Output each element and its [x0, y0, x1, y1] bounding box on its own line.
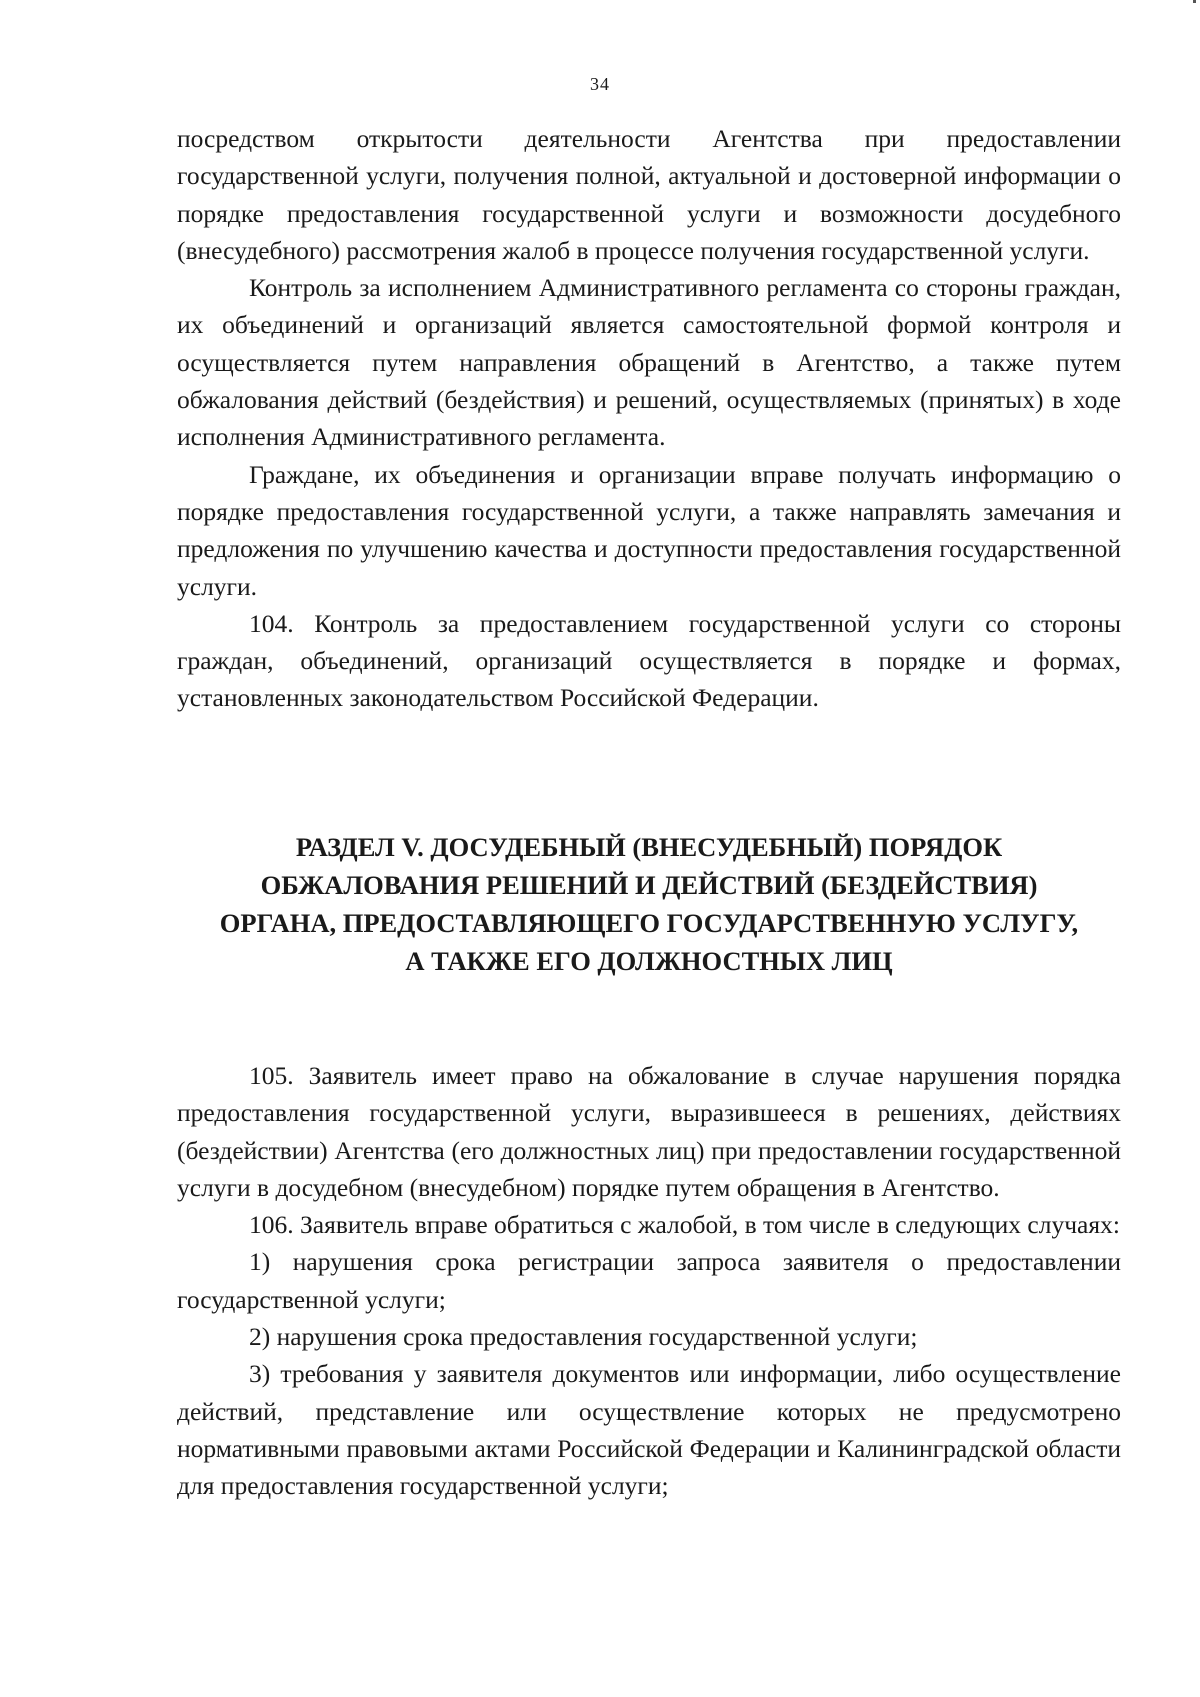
top-text-block [177, 120, 1121, 717]
list-item: 3) требования у заявителя документов или информации, либо осуществление действий, представление или осуществление которых не предусмотрено нормативными правовыми актами Российской Федерации и Калининградской области для предоставления государственной услуги; [177, 1359, 1121, 1501]
list-item: 1) нарушения срока регистрации запроса заявителя о предоставлении государственной услуги; [177, 1247, 1121, 1314]
paragraph-104: 104. Контроль за предоставлением государственной услуги со стороны граждан, объединений, организаций осуществляется в порядке и формах, установленных законодательством Российской Федерации. [177, 608, 1121, 713]
section-heading-line: РАЗДЕЛ V. ДОСУДЕБНЫЙ (ВНЕСУДЕБНЫЙ) ПОРЯДОК [295, 832, 1003, 862]
scan-mark [1193, 0, 1196, 3]
paragraph: Контроль за исполнением Административного регламента со стороны граждан, их объединений и организаций является самостоятельной формой контроля и осуществляется путем направления обращений в Агентство, а также путем обжалования действий (бездействия) и решений, осуществляемых (принятых) в ходе исполнения Административного регламента. [177, 273, 1121, 452]
list-item: 2) нарушения срока предоставления государственной услуги; [249, 1322, 918, 1352]
bottom-text-block [177, 1057, 1121, 1505]
paragraph: посредством открытости деятельности Агентства при предоставлении государственной услуги, получения полной, актуальной и достоверной информации о порядке предоставления государственной услуги и возможности досудебного (внесудебного) рассмотрения жалоб в процессе получения государственной услуги. [177, 124, 1121, 265]
paragraph: Граждане, их объединения и организации вправе получать информацию о порядке предоставления государственной услуги, а также направлять замечания и предложения по улучшению качества и доступности предоставления государственной услуги. [177, 459, 1121, 601]
section-heading-line: ОРГАНА, ПРЕДОСТАВЛЯЮЩЕГО ГОСУДАРСТВЕННУЮ УСЛУГУ, [219, 908, 1079, 938]
section-heading-line: А ТАКЖЕ ЕГО ДОЛЖНОСТНЫХ ЛИЦ [405, 946, 893, 976]
paragraph-105: 105. Заявитель имеет право на обжалование в случае нарушения порядка предоставления государственной услуги, выразившееся в решениях, действиях (бездействии) Агентства (его должностных лиц) при предоставлении государственной услуги в досудебном (внесудебном) порядке путем обращения в Агентство. [177, 1061, 1121, 1202]
paragraph-106: 106. Заявитель вправе обратиться с жалобой, в том числе в следующих случаях: [249, 1210, 1120, 1240]
section-heading [177, 828, 1121, 980]
section-heading-line: ОБЖАЛОВАНИЯ РЕШЕНИЙ И ДЕЙСТВИЙ (БЕЗДЕЙСТВИЯ) [260, 870, 1038, 900]
page-number: 34 [590, 74, 610, 94]
